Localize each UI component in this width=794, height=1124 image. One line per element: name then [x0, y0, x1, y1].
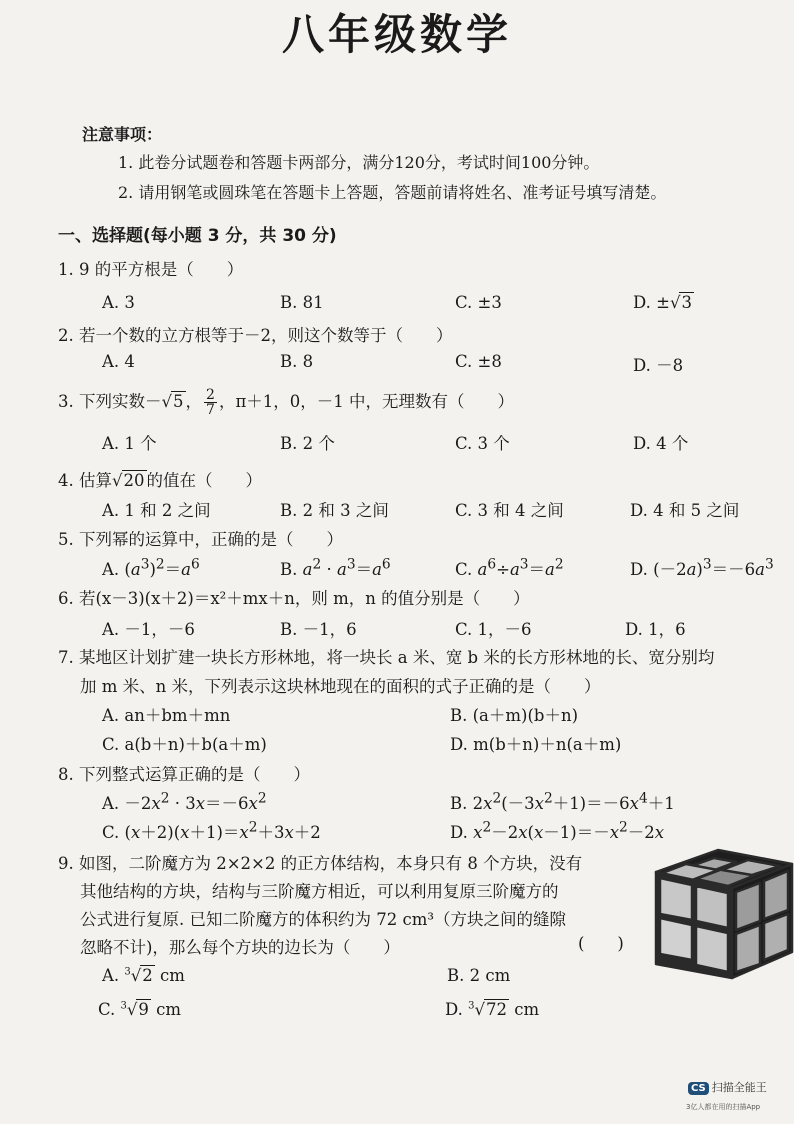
question-4-option-b: B. 2 和 3 之间: [280, 501, 389, 520]
page-title: 八年级数学: [281, 10, 512, 59]
question-8-option-d: D. $x^2-2x(x-1)=-x^2-2x$: [450, 819, 665, 842]
question-6-option-c: C. 1，－6: [455, 620, 532, 639]
question-5-option-d: D. $(-2a)^3=-6a^3$: [630, 556, 774, 579]
question-1-option-c: C. ±3: [455, 293, 502, 312]
question-8-option-a: A. $-2x^2 \cdot 3x=-6x^2$: [102, 790, 267, 813]
question-3-option-b: B. 2 个: [280, 434, 335, 453]
question-9-line-2: 其他结构的方块，结构与三阶魔方相近，可以利用复原三阶魔方的: [80, 882, 559, 901]
question-5-stem: 5. 下列幂的运算中，正确的是（ ）: [58, 530, 343, 549]
question-9-answer-bracket: ( ): [578, 934, 624, 953]
question-9-option-a: A. $^3$√2 cm: [102, 966, 185, 985]
notice-item-1: 1. 此卷分试题卷和答题卡两部分，满分120分，考试时间100分钟。: [118, 153, 600, 172]
question-7-stem-line-2: 加 m 米、n 米，下列表示这块林地现在的面积的式子正确的是（ ）: [80, 677, 601, 696]
question-5-option-a: A. $(a^3)^2=a^6$: [102, 556, 200, 579]
question-3-option-a: A. 1 个: [102, 434, 157, 453]
question-5-option-c: C. $a^6\div a^3=a^2$: [455, 556, 564, 579]
question-6-option-b: B. －1，6: [280, 620, 357, 639]
question-4-stem: 4. 估算√20 的值在（ ）: [58, 471, 263, 490]
question-7-option-b: B. (a＋m)(b＋n): [450, 706, 579, 725]
question-7-option-c: C. a(b＋n)＋b(a＋m): [102, 735, 267, 754]
scanner-logo-icon: CS: [688, 1082, 709, 1095]
question-1-option-d: D. ±√3: [633, 293, 692, 312]
question-2-option-d: D. －8: [633, 356, 684, 375]
question-2-stem: 2. 若一个数的立方根等于－2，则这个数等于（ ）: [58, 326, 453, 345]
question-9-option-c: C. $^3$√9 cm: [98, 1000, 182, 1019]
question-8-option-c: C. $(x+2)(x+1)=x^2+3x+2$: [102, 819, 321, 842]
question-1-stem: 1. 9 的平方根是（ ）: [58, 260, 244, 279]
question-9-line-3: 公式进行复原. 已知二阶魔方的体积约为 72 cm³（方块之间的缝隙: [80, 910, 566, 929]
question-2-option-a: A. 4: [102, 352, 135, 371]
scanner-watermark: CS 扫描全能王: [688, 1079, 767, 1095]
notice-heading: 注意事项：: [82, 125, 163, 144]
question-6-option-d: D. 1，6: [625, 620, 686, 639]
question-3-option-d: D. 4 个: [633, 434, 689, 453]
question-7-stem-line-1: 7. 某地区计划扩建一块长方形林地，将一块长 a 米、宽 b 米的长方形林地的长、宽分别均: [58, 648, 715, 667]
question-8-option-b: B. $2x^2(-3x^2+1)=-6x^4+1$: [450, 790, 675, 813]
question-1-option-b: B. 81: [280, 293, 324, 312]
question-2-option-c: C. ±8: [455, 352, 502, 371]
question-6-stem: 6. 若(x－3)(x＋2)＝x²＋mx＋n，则 m，n 的值分别是（ ）: [58, 589, 530, 608]
question-8-stem: 8. 下列整式运算正确的是（ ）: [58, 765, 310, 784]
scanner-watermark-tagline: 3亿人都在用的扫描App: [686, 1103, 761, 1111]
question-3-stem: 3. 下列实数－√5 ， $\frac{2}{7}$ ，π＋1，0，－1 中，无理数有（ ）: [58, 387, 515, 418]
question-9-line-4: 忽略不计)，那么每个方块的边长为（ ）: [80, 938, 400, 957]
question-9-line-1: 9. 如图，二阶魔方为 2×2×2 的正方体结构，本身只有 8 个方块，没有: [58, 854, 583, 873]
section-heading: 一、选择题(每小题 3 分，共 30 分): [58, 226, 337, 246]
fraction: $\frac{2}{7}$: [206, 387, 215, 418]
question-9-option-d: D. $^3$√72 cm: [445, 1000, 540, 1019]
question-3-option-c: C. 3 个: [455, 434, 510, 453]
question-4-option-d: D. 4 和 5 之间: [630, 501, 740, 520]
notice-item-2: 2. 请用钢笔或圆珠笔在答题卡上答题，答题前请将姓名、准考证号填写清楚。: [118, 183, 667, 202]
question-7-option-a: A. an＋bm＋mn: [102, 706, 231, 725]
rubiks-cube-illustration: [652, 848, 794, 980]
question-6-option-a: A. －1，－6: [102, 620, 195, 639]
question-4-option-c: C. 3 和 4 之间: [455, 501, 564, 520]
question-5-option-b: B. $a^2 \cdot a^3=a^6$: [280, 556, 391, 579]
question-1-option-a: A. 3: [102, 293, 135, 312]
question-4-option-a: A. 1 和 2 之间: [102, 501, 211, 520]
question-2-option-b: B. 8: [280, 352, 314, 371]
question-9-option-b: B. 2 cm: [447, 966, 511, 985]
question-7-option-d: D. m(b＋n)＋n(a＋m): [450, 735, 622, 754]
